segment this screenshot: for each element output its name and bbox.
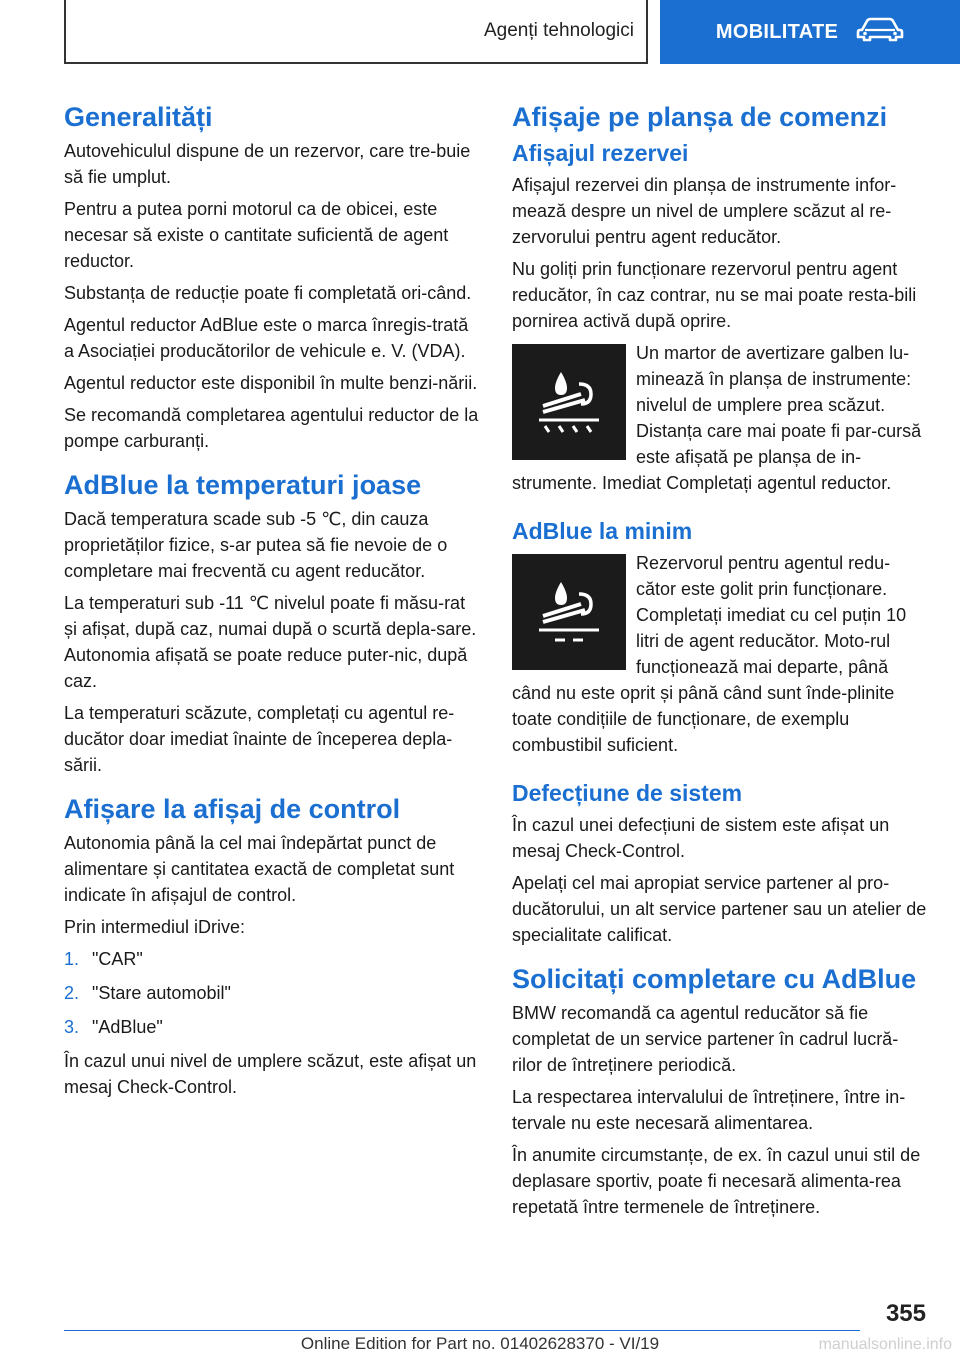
paragraph: Substanța de reducție poate fi completată ori-când.	[64, 283, 472, 303]
heading-plansa: Afișaje pe planșa de comenzi	[512, 102, 888, 132]
paragraph: La respectarea intervalului de întreținere, între in-tervale nu este necesară alimentarea.	[512, 1087, 906, 1133]
heading-adblue-minim: AdBlue la minim	[512, 518, 693, 544]
paragraph: Autovehiculul dispune de un rezervor, care tre-buie să fie umplut.	[64, 141, 471, 187]
footer-divider	[64, 1330, 860, 1331]
paragraph: În anumite circumstanțe, de ex. în cazul unui stil de deplasare sportiv, poate fi necesară alimenta-rea repetată între termenele de întreținere.	[512, 1145, 921, 1217]
heading-defectiune: Defecțiune de sistem	[512, 780, 743, 806]
paragraph: Dacă temperatura scade sub -5 ℃, din cauza proprietăților fizice, s-ar putea să fie nevoie de o completare mai frecventă cu agent reducător.	[64, 509, 448, 581]
header-tab-mobilitate[interactable]	[660, 0, 960, 64]
paragraph: BMW recomandă ca agentul reducător să fie completat de un service partener în cadrul lucră-rilor de întreținere periodică.	[512, 1003, 899, 1075]
step-text: "CAR"	[92, 949, 143, 969]
adblue-warning-icon	[512, 344, 626, 460]
paragraph: În cazul unei defecțiuni de sistem este afișat un mesaj Check-Control.	[512, 815, 890, 861]
paragraph: Prin intermediul iDrive:	[64, 917, 246, 937]
section-solicitati	[512, 962, 927, 1220]
heading-temperaturi: AdBlue la temperaturi joase	[64, 470, 422, 500]
paragraph: Autonomia până la cel mai îndepărtat punct de alimentare și cantitatea exactă de completat sunt indicate în afișajul de control.	[64, 833, 455, 905]
adblue-empty-icon	[512, 554, 626, 670]
idrive-steps-list	[64, 946, 479, 1040]
paragraph: Agentul reductor AdBlue este o marca înregis-trată a Asociației producătorilor de vehicule e. V. (VDA).	[64, 315, 469, 361]
paragraph: Rezervorul pentru agentul redu-cător este golit prin funcționare. Completați imediat cu cel puțin 10 litri de agent reducător. Moto-rul funcționează mai departe, până când nu este oprit și până când sunt înde-plinite toate condițiile de funcționare, de exemplu combustibil suficient.	[512, 553, 907, 755]
list-item	[64, 946, 479, 972]
paragraph: Apelați cel mai apropiat service partener al pro-ducătorului, un alt service partener sau un atelier de specialitate calificat.	[512, 873, 927, 945]
section-temperaturi	[64, 468, 479, 778]
header-section-box	[64, 0, 648, 64]
header-section-title: Agenți tehnologici	[484, 20, 634, 41]
section-generalitati	[64, 100, 479, 454]
paragraph: Nu goliți prin funcționare rezervorul pentru agent reducător, în caz contrar, nu se mai poate resta-bili pornirea activă după oprire.	[512, 259, 917, 331]
page-number: 355	[885, 1300, 926, 1327]
paragraph: În cazul unui nivel de umplere scăzut, este afișat un mesaj Check-Control.	[64, 1051, 477, 1097]
step-number: 1.	[64, 949, 80, 969]
heading-solicitati: Solicitați completare cu AdBlue	[512, 964, 917, 994]
paragraph: Afișajul rezervei din planșa de instrumente infor-mează despre un nivel de umplere scăzut al re-zervorului pentru agent reducător.	[512, 175, 897, 247]
paragraph: La temperaturi scăzute, completați cu agentul re-ducător doar imediat înainte de începerea depla-sării.	[64, 703, 455, 775]
paragraph: Se recomandă completarea agentului reductor de la pompe carburanți.	[64, 405, 479, 451]
step-text: "AdBlue"	[92, 1017, 163, 1037]
step-text: "Stare automobil"	[92, 983, 231, 1003]
list-item	[64, 980, 479, 1006]
section-minim	[512, 516, 927, 764]
paragraph: Pentru a putea porni motorul ca de obicei, este necesar să existe o cantitate suficientă de agent reductor.	[64, 199, 449, 271]
heading-generalitati: Generalități	[64, 102, 213, 132]
paragraph: Agentul reductor este disponibil în multe benzi-nării.	[64, 373, 478, 393]
list-item	[64, 1014, 479, 1040]
heading-afisare: Afișare la afișaj de control	[64, 794, 401, 824]
left-column	[64, 100, 479, 1114]
watermark: manualsonline.info	[818, 1336, 952, 1353]
step-number: 3.	[64, 1017, 80, 1037]
car-icon	[856, 16, 904, 48]
warning-paragraph: Un martor de avertizare galben lu-minează în planșa de instrumente: nivelul de umplere prea scăzut. Distanța care mai poate fi par-cursă este afișată pe planșa de in-strumente. Imediat Completați agentul reductor.	[512, 343, 922, 493]
header-tab-label: MOBILITATE	[715, 20, 839, 43]
step-number: 2.	[64, 983, 80, 1003]
heading-afisajul-rezervei: Afișajul rezervei	[512, 140, 689, 166]
paragraph: La temperaturi sub -11 ℃ nivelul poate fi măsu-rat și afișat, după caz, numai după o scurtă depla-sare. Autonomia afișată se poate reduce puter-nic, după caz.	[64, 593, 477, 691]
footer-edition: Online Edition for Part no. 01402628370 - VI/19	[300, 1334, 660, 1353]
section-plansa	[512, 100, 927, 502]
section-defectiune	[512, 778, 927, 948]
right-column	[512, 100, 927, 1234]
section-afisare	[64, 792, 479, 1100]
